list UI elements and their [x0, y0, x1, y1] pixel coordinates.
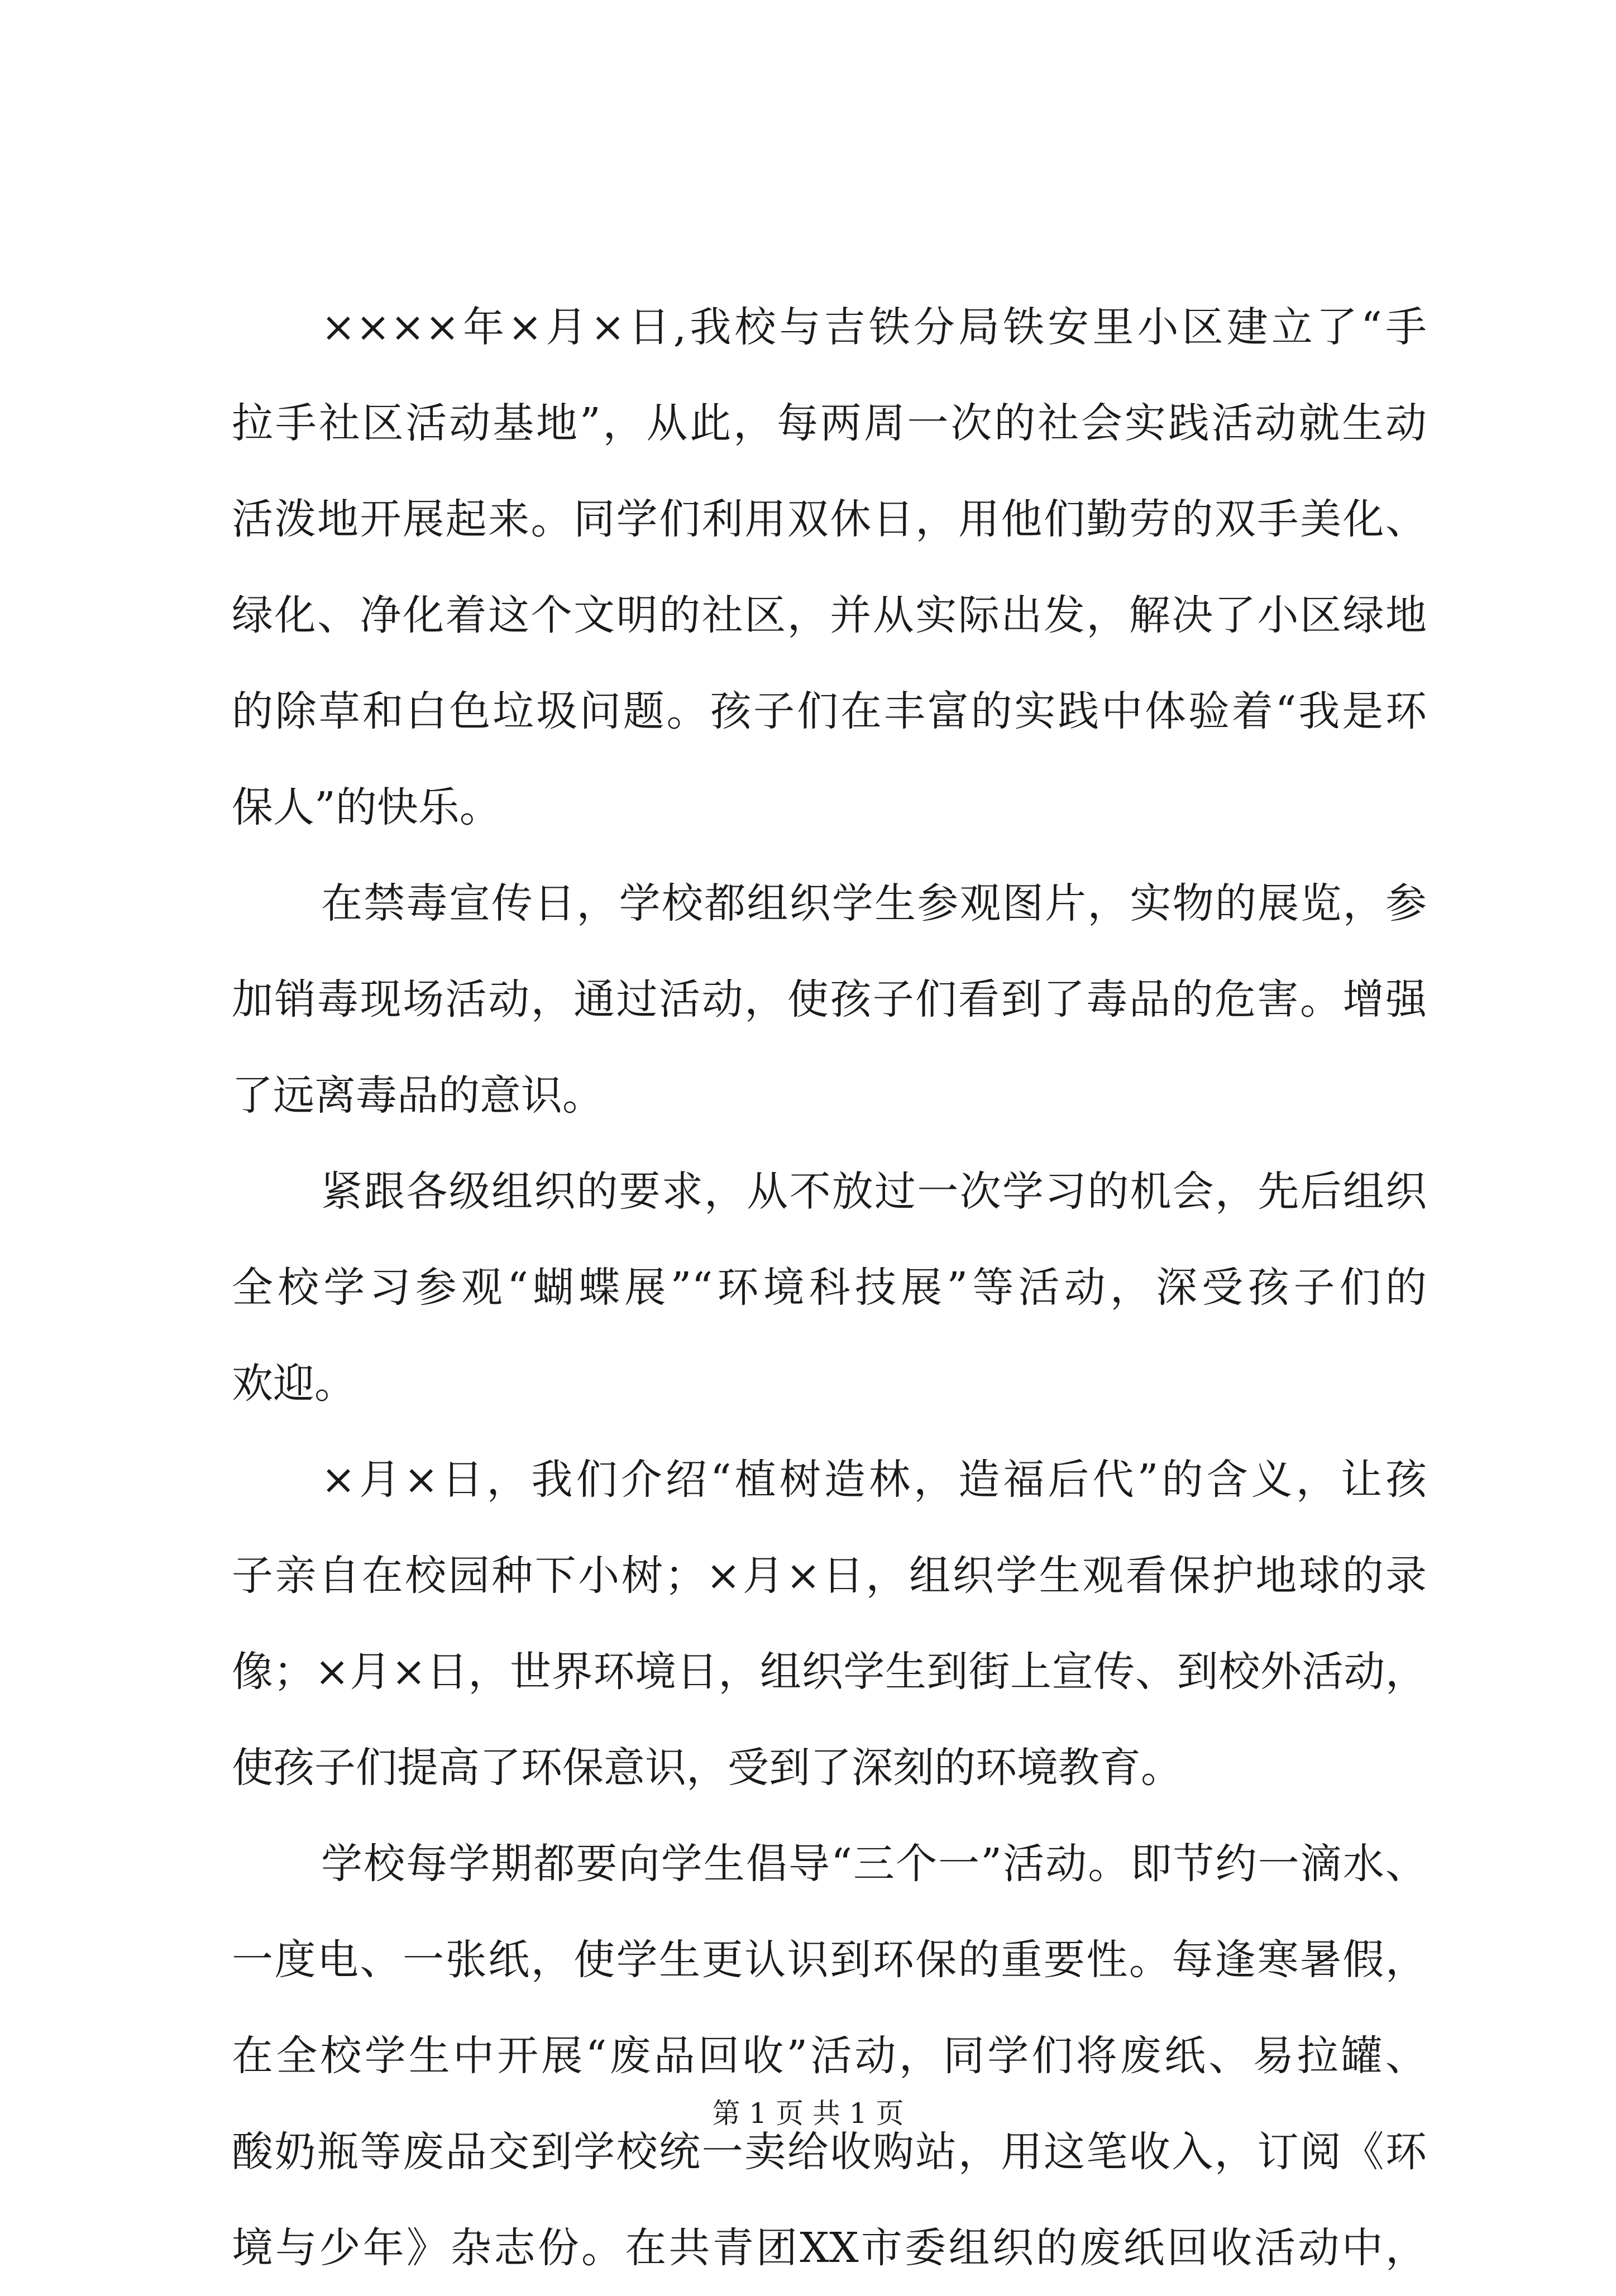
paragraph-3-line-2: 全校学习参观“蝴蝶展”“环境科技展”等活动，深受孩子们的	[232, 1264, 1427, 1312]
paragraph-2-line-1: 在禁毒宣传日，学校都组织学生参观图片，实物的展览，参	[321, 879, 1427, 927]
paragraph-5-line-1: 学校每学期都要向学生倡导“三个一”活动。即节约一滴水、	[321, 1840, 1427, 1888]
paragraph-4-line-2: 子亲自在校园种下小树；×月×日，组织学生观看保护地球的录	[232, 1552, 1427, 1600]
paragraph-5-line-5: 境与少年》杂志份。在共青团XX市委组织的废纸回收活动中，	[232, 2224, 1427, 2272]
paragraph-5-line-2: 一度电、一张纸，使学生更认识到环保的重要性。每逢寒暑假，	[232, 1936, 1427, 1984]
paragraph-3-line-1: 紧跟各级组织的要求，从不放过一次学习的机会，先后组织	[321, 1168, 1427, 1216]
paragraph-5-line-4: 酸奶瓶等废品交到学校统一卖给收购站，用这笔收入，订阅《环	[232, 2128, 1427, 2176]
paragraph-4-line-4: 使孩子们提高了环保意识，受到了深刻的环境教育。	[232, 1744, 1182, 1792]
paragraph-1-line-4: 绿化、净化着这个文明的社区，并从实际出发，解决了小区绿地	[232, 591, 1427, 639]
paragraph-1-line-6: 保人”的快乐。	[232, 783, 501, 831]
paragraph-3-line-3: 欢迎。	[232, 1360, 356, 1408]
paragraph-1-line-2: 拉手社区活动基地”，从此，每两周一次的社会实践活动就生动	[232, 399, 1427, 447]
paragraph-2-line-3: 了远离毒品的意识。	[232, 1072, 604, 1120]
body-text	[232, 279, 1427, 2296]
paragraph-5-line-3: 在全校学生中开展“废品回收”活动，同学们将废纸、易拉罐、	[232, 2032, 1427, 2080]
paragraph-1-line-5: 的除草和白色垃圾问题。孩子们在丰富的实践中体验着“我是环	[232, 687, 1427, 735]
paragraph-4-line-1: ×月×日，我们介绍“植树造林，造福后代”的含义，让孩	[321, 1456, 1427, 1504]
paragraph-1-line-3: 活泼地开展起来。同学们利用双休日，用他们勤劳的双手美化、	[232, 495, 1427, 543]
paragraph-2-line-2: 加销毒现场活动，通过活动，使孩子们看到了毒品的危害。增强	[232, 975, 1427, 1023]
paragraph-1-line-1: ××××年×月×日,我校与吉铁分局铁安里小区建立了“手	[321, 303, 1427, 351]
paragraph-4-line-3: 像；×月×日，世界环境日，组织学生到街上宣传、到校外活动，	[232, 1648, 1427, 1696]
page-number-footer: 第 1 页 共 1 页	[712, 2097, 904, 2130]
